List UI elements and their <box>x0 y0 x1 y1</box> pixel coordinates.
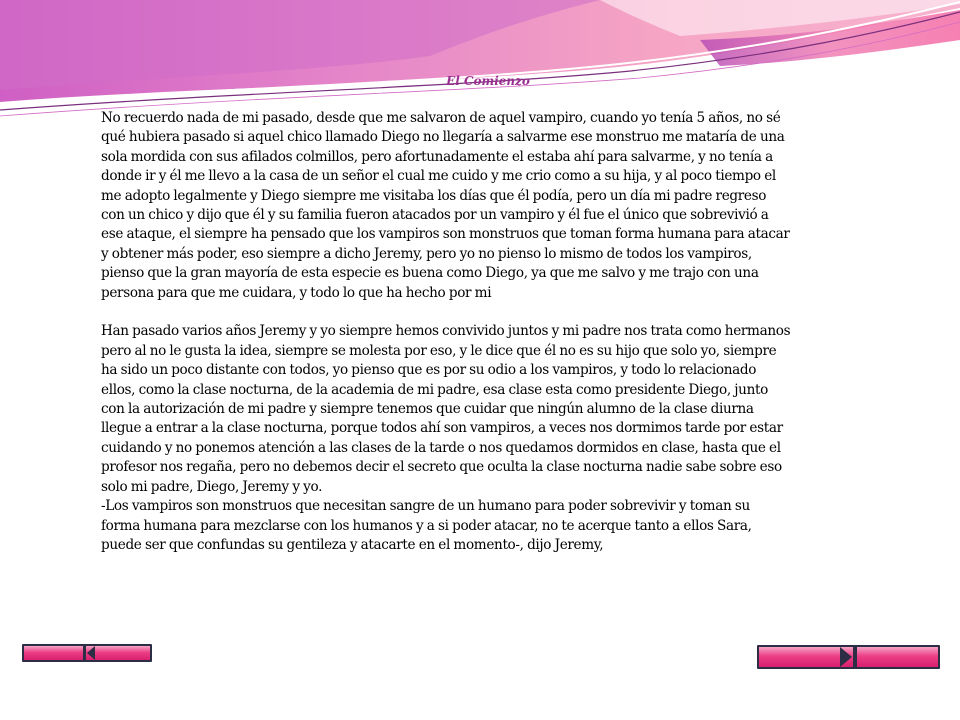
slide-title: El Comienzo <box>446 74 530 88</box>
previous-icon <box>81 646 97 660</box>
paragraph: Han pasado varios años Jeremy y yo siempre hemos convivido juntos y mi padre nos trata como hermanos pero al no le gusta la idea, siempre se molesta por eso, y le dice que él no es su hijo que solo yo, siempre ha sido un poco distante con todos, yo pienso que es por su odio a los vampiros, y todo lo relacionado ellos, como la clase nocturna, de la academia de mi padre, esa clase esta como presidente Diego, junto con la autorización de mi padre y siempre tenemos que cuidar que ningún alumno de la clase diurna llegue a entrar a la clase nocturna, porque todos ahí son vampiros, a veces nos dormimos tarde por estar cuidando y no ponemos atención a las clases de la tarde o nos quedamos dormidos en clase, hasta que el profesor nos regaña, pero no debemos decir el secreto que oculta la clase nocturna nadie sabe sobre eso solo mi padre, Diego, Jeremy y yo. <box>101 323 791 495</box>
next-slide-button[interactable] <box>757 645 940 669</box>
previous-slide-button[interactable] <box>22 644 152 662</box>
next-icon <box>838 647 858 667</box>
paragraph: -Los vampiros son monstruos que necesitan sangre de un humano para poder sobrevivir y toman su forma humana para mezclarse con los humanos y a si poder atacar, no te acerque tanto a ellos Sara, puede ser que confundas su gentileza y atacarte en el momento-, dijo Jeremy, <box>101 498 752 553</box>
slide-body <box>101 109 791 555</box>
paragraph: No recuerdo nada de mi pasado, desde que me salvaron de aquel vampiro, cuando yo tenía 5 años, no sé qué hubiera pasado si aquel chico llamado Diego no llegaría a salvarme ese monstruo me mataría de una sola mordida con sus afilados colmillos, pero afortunadamente el estaba ahí para salvarme, y no tenía a donde ir y él me llevo a la casa de un señor el cual me cuido y me crio como a su hija, y al poco tiempo el me adopto legalmente y Diego siempre me visitaba los días que él podía, pero un día mi padre regreso con un chico y dijo que él y su familia fueron atacados por un vampiro y él fue el único que sobrevivió a ese ataque, el siempre ha pensado que los vampiros son monstruos que toman forma humana para atacar y obtener más poder, eso siempre a dicho Jeremy, pero yo no pienso lo mismo de todos los vampiros, pienso que la gran mayoría de esta especie es buena como Diego, ya que me salvo y me trajo con una persona para que me cuidara, y todo lo que ha hecho por mi <box>101 110 790 301</box>
